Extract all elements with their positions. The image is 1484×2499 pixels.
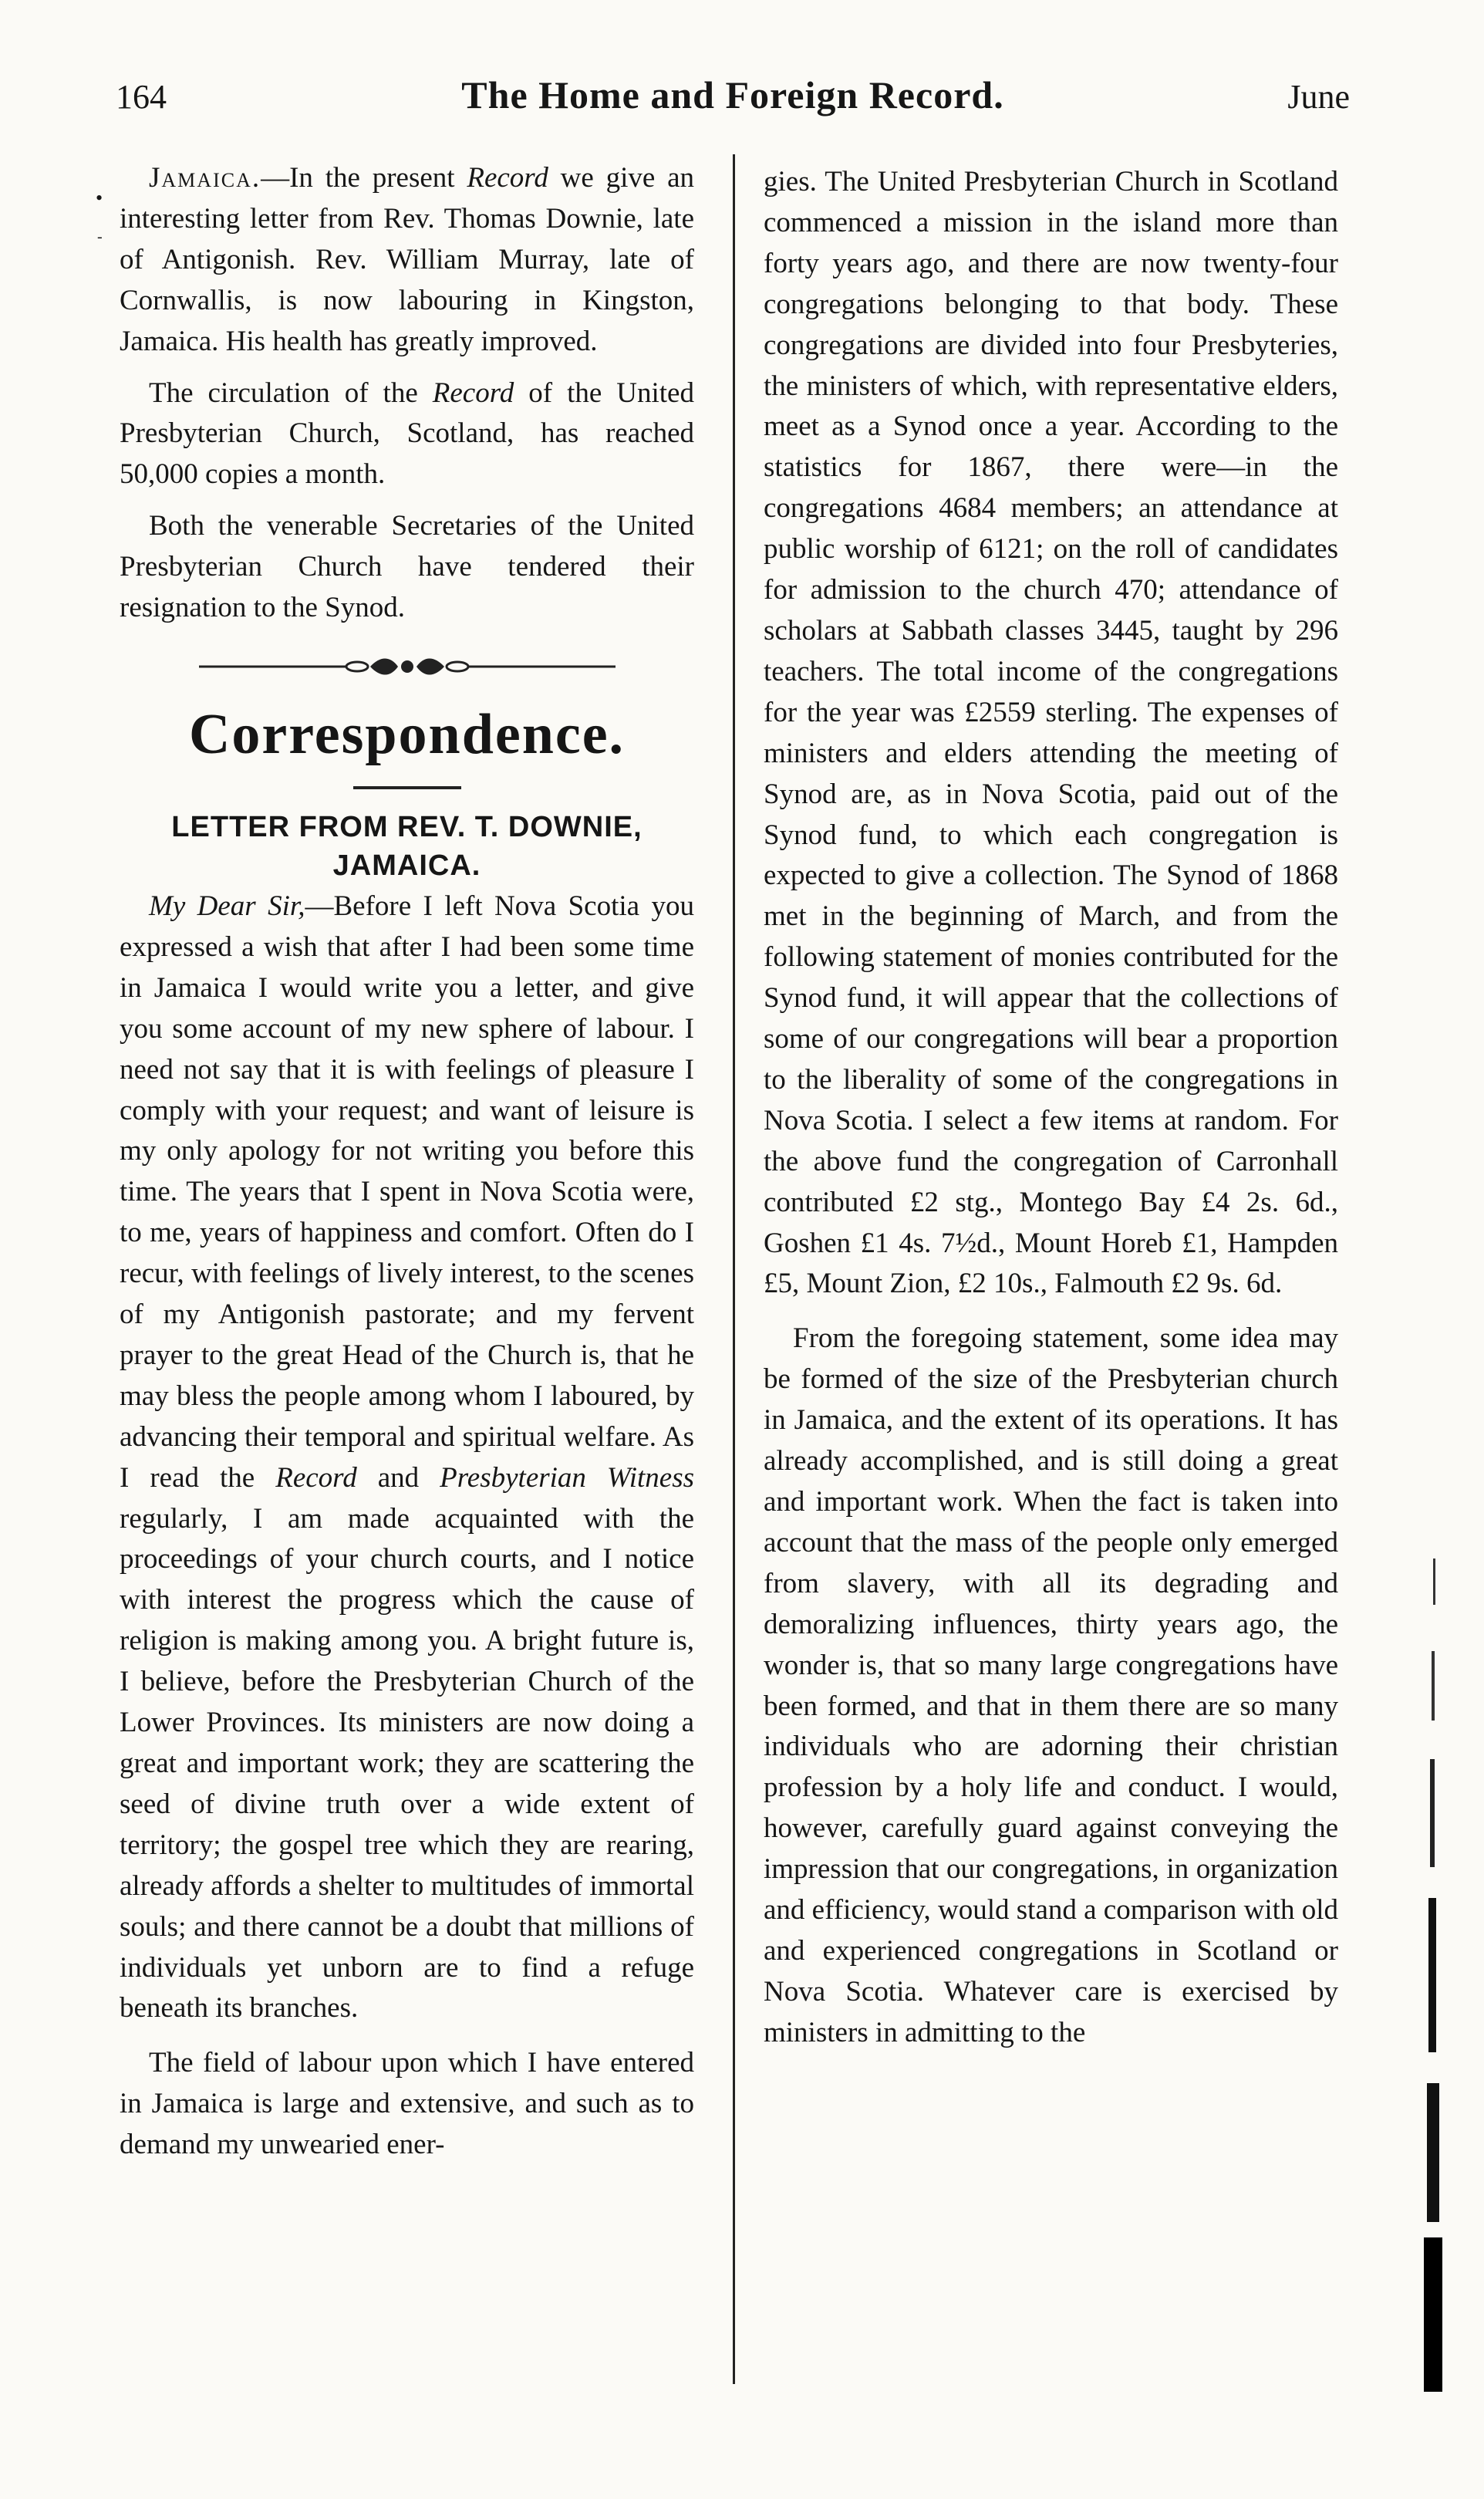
letter-paragraph-2-continued: gies. The United Presbyterian Church in Scotland commenced a mission in the island more than forty years ago, and there are now twenty-four congregations belonging to that body. These congregations are divided into four Presbyteries, the ministers of which, with representative elders, meet as a Synod once a year. According to the statistics for 1867, there were—in the congregations 4684 members; an attendance at public worship of 6121; on the roll of candidates for admission to the church 470; attendance of scholars at Sabbath classes 3445, taught by 296 teachers. The total income of the congregations for the year was £2559 sterling. The expenses of ministers and elders attending the meeting of Synod are, as in Nova Scotia, paid out of the Synod fund, to which each congregation is expected to give a collection. The Synod of 1868 met in the beginning of March, and from the following statement of monies contributed for the Synod fund, it will appear that the collections of some of our congregations will bear a proportion to the liberality of some of the congregations in Nova Scotia. I select a few items at random. For the above fund the congregation of Carronhall contributed £2 stg., Montego Bay £4 2s. 6d., Goshen £1 4s. 7½d., Mount Horeb £1, Hampden £5, Mount Zion, £2 10s., Falmouth £2 9s. 6d.	[764, 166, 1338, 1300]
issue-month: June	[1287, 78, 1350, 116]
ornament-flourish-icon	[191, 651, 623, 682]
jamaica-notice: Jamaica.—In the present Record we give an interesting letter from Rev. Thomas Downie, late of Antigonish. Rev. William Murray, late of Cornwallis, is now labouring in Kingston, Jamaica. His health has greatly improved.	[120, 162, 694, 357]
letter-title: LETTER FROM REV. T. DOWNIE, JAMAICA.	[171, 810, 643, 882]
running-head	[116, 73, 1350, 139]
page-number: 164	[116, 78, 167, 116]
margin-bullet-mark: •	[96, 187, 103, 209]
circulation-notice: The circulation of the Record of the United Presbyterian Church, Scotland, has reached 50,000 copies a month.	[120, 377, 694, 491]
left-column	[120, 158, 694, 2166]
section-heading: Correspondence.	[188, 702, 626, 766]
page-edge-marks	[1419, 1558, 1450, 2392]
letter-paragraph-1: My Dear Sir,—Before I left Nova Scotia you expressed a wish that after I had been some time in Jamaica I would write you a letter, and give you some account of my new sphere of labour. I need not say that it is with feelings of pleasure I comply with your request; and want of leisure is my only apology for not writing you before this time. The years that I spent in Nova Scotia were, to me, years of happiness and comfort. Often do I recur, with feelings of lively interest, to the scenes of my Antigonish pastorate; and my fervent prayer to the great Head of the Church is, that he may bless the people among whom I laboured, by advancing their temporal and spiritual welfare. As I read the Record and Presbyterian Witness regularly, I am made acquainted with the proceedings of your church courts, and I notice with interest the progress which the cause of religion is making among you. A bright future is, I believe, before the Presbyterian Church of the Lower Provinces. Its ministers are now doing a great and important work; they are scattering the seed of divine truth over a wide extent of territory; the gospel tree which they are rearing, already affords a shelter to multitudes of immortal souls; and there cannot be a doubt that millions of individuals yet unborn are to find a refuge beneath its branches.	[120, 890, 694, 2025]
column-divider	[733, 154, 735, 2384]
ornamental-divider	[120, 640, 694, 694]
jamaica-lead: Jamaica.	[149, 162, 261, 194]
letter-paragraph-2-start: The field of labour upon which I have entered in Jamaica is large and extensive, and such as to demand my unwearied ener-	[120, 2047, 694, 2161]
margin-dash-mark: -	[97, 228, 103, 245]
salutation: My Dear Sir,	[149, 890, 305, 922]
record-italic: Record	[467, 162, 548, 194]
heading-underline	[353, 786, 461, 789]
secretaries-notice: Both the venerable Secretaries of the United Presbyterian Church have tendered their resignation to the Synod.	[120, 510, 694, 624]
journal-title: The Home and Foreign Record.	[461, 73, 1004, 117]
right-column	[764, 162, 1338, 2054]
letter-paragraph-3: From the foregoing statement, some idea may be formed of the size of the Presbyterian church in Jamaica, and the extent of its operations. It has already accomplished, and is still doing a great and important work. When the fact is taken into account that the mass of the people only emerged from slavery, with all its degrading and demoralizing influences, thirty years ago, the wonder is, that so many large congregations have been formed, and that in them there are so many individuals who are adorning their christian profession by a holy life and conduct. I would, however, carefully guard against conveying the impression that our congregations, in organization and efficiency, would stand a comparison with old and experienced congregations in Scotland or Nova Scotia. Whatever care is exercised by ministers in admitting to the	[764, 1322, 1338, 2048]
